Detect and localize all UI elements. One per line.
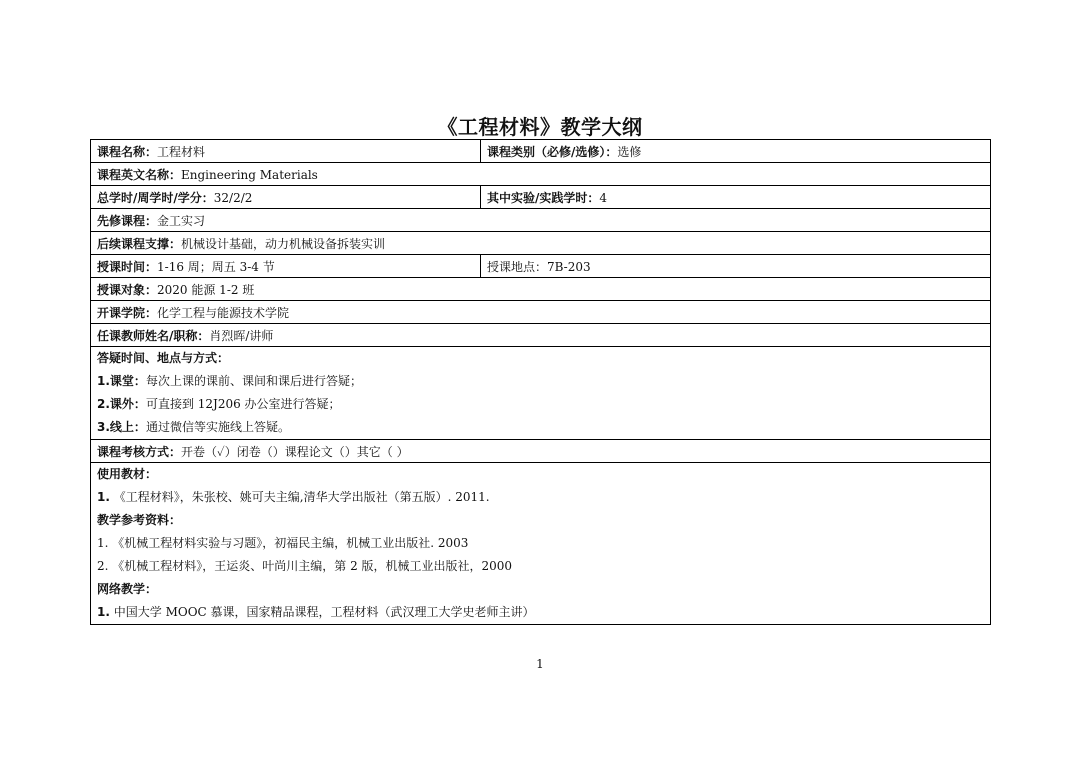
teaching-time-label: 授课时间： xyxy=(97,259,158,274)
lab-hours-cell xyxy=(481,186,991,209)
assessment-label: 课程考核方式： xyxy=(97,444,182,459)
course-type-label: 课程类别（必修/选修）： xyxy=(487,144,618,159)
course-type-cell xyxy=(481,140,991,163)
college-cell xyxy=(91,301,991,324)
reference-item: 2. 《机械工程材料》，王运炎、叶尚川主编，第 2 版，机械工业出版社，2000 xyxy=(97,559,513,573)
follow-up-value: 机械设计基础，动力机械设备拆装实训 xyxy=(181,236,386,251)
location-text: 授课地点：7B-203 xyxy=(487,259,591,274)
follow-up-cell xyxy=(91,232,991,255)
english-name-cell xyxy=(91,163,991,186)
hours-value: 32/2/2 xyxy=(213,190,253,205)
page-number: 1 xyxy=(536,657,544,671)
teacher-label: 任课教师姓名/职称： xyxy=(97,328,210,343)
location-cell xyxy=(481,255,991,278)
table-row xyxy=(91,278,991,301)
course-name-value: 工程材料 xyxy=(157,144,206,159)
table-row xyxy=(91,163,991,186)
lab-hours-label: 其中实验/实践学时： xyxy=(487,190,600,205)
online-heading: 网络教学： xyxy=(97,582,158,596)
college-label: 开课学院： xyxy=(97,305,158,320)
textbook-item xyxy=(97,486,984,509)
qa-item-number: 1. xyxy=(97,374,110,388)
qa-item-number: 3. xyxy=(97,420,110,434)
qa-item-text: 可直接到 12J206 办公室进行答疑； xyxy=(145,397,341,411)
lab-hours-value: 4 xyxy=(599,190,608,205)
course-name-cell xyxy=(91,140,481,163)
course-name-label: 课程名称： xyxy=(97,144,158,159)
prerequisite-cell xyxy=(91,209,991,232)
reference-heading: 教学参考资料： xyxy=(97,513,182,527)
reference-item: 1. 《机械工程材料实验与习题》，初福民主编，机械工业出版社. 2003 xyxy=(97,536,469,550)
assessment-value: 开卷（✓）闭卷（）课程论文（）其它（ ） xyxy=(181,444,409,459)
table-row xyxy=(91,209,991,232)
prerequisite-label: 先修课程： xyxy=(97,213,158,228)
table-row xyxy=(91,140,991,163)
english-name-label: 课程英文名称： xyxy=(97,167,182,182)
follow-up-label: 后续课程支撑： xyxy=(97,236,182,251)
table-row xyxy=(91,301,991,324)
college-value: 化学工程与能源技术学院 xyxy=(157,305,290,320)
table-row xyxy=(91,255,991,278)
online-item xyxy=(97,601,984,624)
english-name-value: Engineering Materials xyxy=(181,167,318,182)
table-row xyxy=(91,463,991,625)
assessment-cell xyxy=(91,440,991,463)
textbook-heading: 使用教材： xyxy=(97,467,158,481)
qa-heading: 答疑时间、地点与方式： xyxy=(97,351,230,365)
qa-item-text: 通过微信等实施线上答疑。 xyxy=(145,420,290,434)
online-text: 中国大学 MOOC 慕课，国家精品课程，工程材料（武汉理工大学史老师主讲） xyxy=(113,605,535,619)
qa-item-label: 课堂： xyxy=(109,374,146,388)
qa-item xyxy=(97,370,984,393)
textbook-number: 1. xyxy=(97,490,110,504)
materials-cell xyxy=(91,463,991,625)
qa-item xyxy=(97,416,984,439)
table-row xyxy=(91,347,991,440)
qa-item-label: 课外： xyxy=(109,397,146,411)
qa-item-number: 2. xyxy=(97,397,110,411)
table-row xyxy=(91,440,991,463)
hours-label: 总学时/周学时/学分： xyxy=(97,190,214,205)
textbook-text: 《工程材料》，朱张校、姚可夫主编,清华大学出版社（第五版）. 2011. xyxy=(113,490,490,504)
syllabus-table xyxy=(90,139,991,625)
hours-cell xyxy=(91,186,481,209)
teacher-value: 肖烈晖/讲师 xyxy=(209,328,274,343)
teacher-cell xyxy=(91,324,991,347)
page-title: 《工程材料》教学大纲 xyxy=(437,115,643,139)
qa-item-text: 每次上课的课前、课间和课后进行答疑； xyxy=(145,374,362,388)
audience-cell xyxy=(91,278,991,301)
teaching-time-value: 1-16 周；周五 3-4 节 xyxy=(157,259,275,274)
audience-value: 2020 能源 1-2 班 xyxy=(157,282,255,297)
table-row xyxy=(91,232,991,255)
qa-cell xyxy=(91,347,991,440)
audience-label: 授课对象： xyxy=(97,282,158,297)
table-row xyxy=(91,324,991,347)
qa-item xyxy=(97,393,984,416)
prerequisite-value: 金工实习 xyxy=(157,213,206,228)
online-number: 1. xyxy=(97,605,110,619)
teaching-time-cell xyxy=(91,255,481,278)
course-type-value: 选修 xyxy=(617,144,642,159)
qa-item-label: 线上： xyxy=(109,420,146,434)
table-row xyxy=(91,186,991,209)
